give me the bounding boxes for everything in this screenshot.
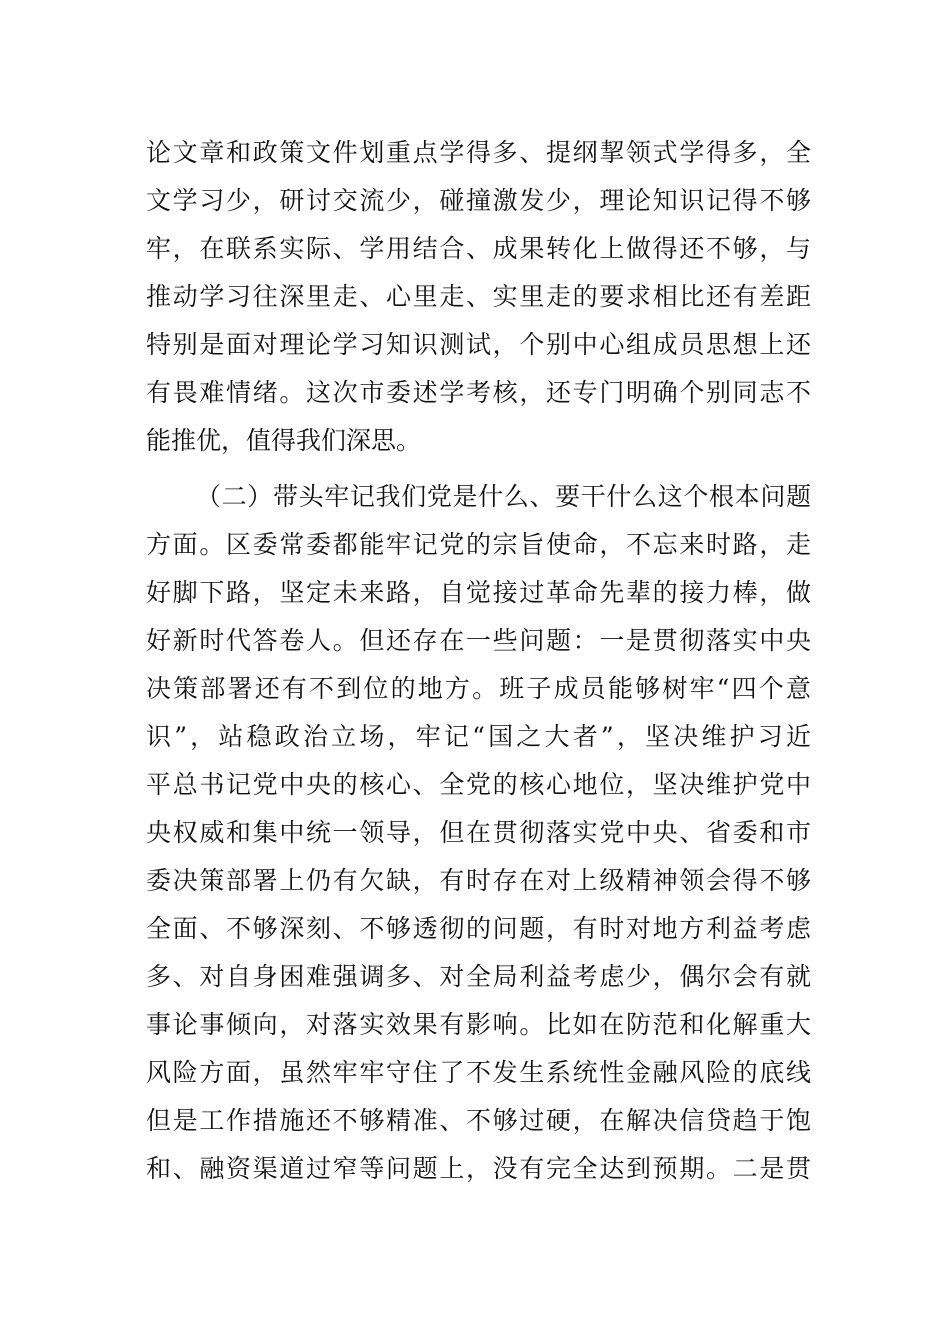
text-line: 事论事倾向，对落实效果有影响。比如在防范和化解重大 — [146, 1010, 811, 1039]
text-line: 平总书记党中央的核心、全党的核心地位，坚决维护党中 — [146, 770, 811, 799]
section-heading-line: （二）带头牢记我们党是什么、要干什么这个根本问题 — [196, 482, 811, 511]
text-line: 风险方面，虽然牢牢守住了不发生系统性金融风险的底线 — [146, 1058, 811, 1087]
text-line: 好脚下路，坚定未来路，自觉接过革命先辈的接力棒，做 — [146, 578, 811, 607]
text-line: 委决策部署上仍有欠缺，有时存在对上级精神领会得不够 — [146, 866, 811, 895]
text-line: 央权威和集中统一领导，但在贯彻落实党中央、省委和市 — [146, 818, 811, 847]
text-line: 好新时代答卷人。但还存在一些问题：一是贯彻落实中央 — [146, 626, 811, 655]
text-line: 决策部署还有不到位的地方。班子成员能够树牢“四个意 — [146, 674, 811, 703]
text-line: 特别是面对理论学习知识测试，个别中心组成员思想上还 — [146, 330, 811, 359]
text-line: 有畏难情绪。这次市委述学考核，还专门明确个别同志不 — [146, 378, 811, 407]
text-line: 方面。区委常委都能牢记党的宗旨使命，不忘来时路，走 — [146, 530, 811, 559]
text-line: 推动学习往深里走、心里走、实里走的要求相比还有差距 — [146, 282, 811, 311]
text-line: 文学习少，研讨交流少，碰撞激发少，理论知识记得不够 — [146, 186, 811, 215]
text-line: 牢，在联系实际、学用结合、成果转化上做得还不够，与 — [146, 234, 811, 263]
text-line: 论文章和政策文件划重点学得多、提纲挈领式学得多，全 — [146, 138, 811, 167]
text-line: 但是工作措施还不够精准、不够过硬，在解决信贷趋于饱 — [146, 1106, 811, 1135]
text-line: 能推优，值得我们深思。 — [146, 426, 422, 455]
text-line: 和、融资渠道过窄等问题上，没有完全达到预期。二是贯 — [146, 1154, 811, 1183]
text-line: 识”，站稳政治立场，牢记“国之大者”，坚决维护习近 — [146, 722, 811, 751]
text-line: 多、对自身困难强调多、对全局利益考虑少，偶尔会有就 — [146, 962, 811, 991]
text-line: 全面、不够深刻、不够透彻的问题，有时对地方利益考虑 — [146, 914, 811, 943]
